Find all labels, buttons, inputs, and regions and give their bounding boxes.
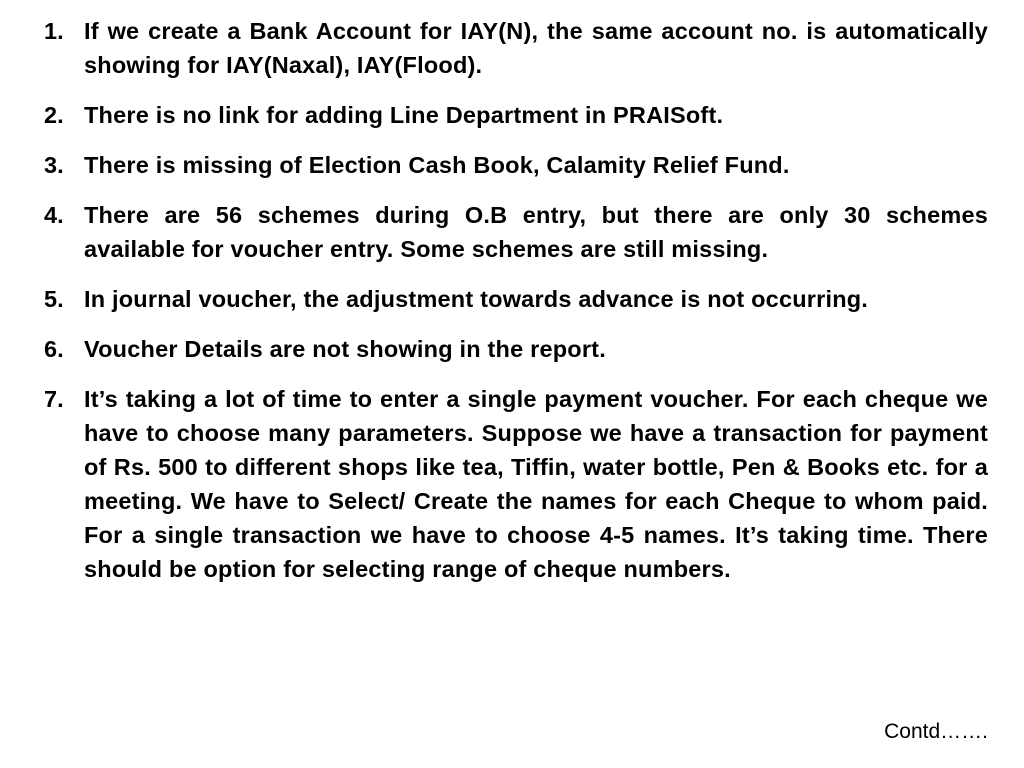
list-item [44,148,988,182]
item-text: There is missing of Election Cash Book, Calamity Relief Fund. [84,152,790,178]
item-number: 4. [44,202,64,228]
item-number: 3. [44,152,64,178]
item-number: 6. [44,336,64,362]
list-item [44,382,988,586]
item-number: 7. [44,386,64,412]
item-text: There are 56 schemes during O.B entry, but there are only 30 schemes available for voucher entry. Some schemes are still missing. [84,202,988,262]
list-item [44,98,988,132]
list-item [44,332,988,366]
item-number: 1. [44,18,64,44]
issue-list [44,14,988,602]
list-item [44,14,988,82]
list-item [44,282,988,316]
list-item [44,198,988,266]
item-text: In journal voucher, the adjustment towards advance is not occurring. [84,286,869,312]
item-text: There is no link for adding Line Department in PRAISoft. [84,102,724,128]
item-number: 5. [44,286,64,312]
item-number: 2. [44,102,64,128]
continued-label: Contd……. [884,720,988,743]
item-text: It’s taking a lot of time to enter a single payment voucher. For each cheque we have to choose many parameters. Suppose we have a transaction for payment of Rs. 500 to different shops like tea, Tiffin, water bottle, Pen & Books etc. for a meeting. We have to Select/ Create the names for each Cheque to whom paid. For a single transaction we have to choose 4-5 names. It’s taking time. There should be option for selecting range of cheque numbers. [84,386,988,582]
item-text: If we create a Bank Account for IAY(N), the same account no. is automatically showing for IAY(Naxal), IAY(Flood). [84,18,988,78]
item-text: Voucher Details are not showing in the report. [84,336,606,362]
